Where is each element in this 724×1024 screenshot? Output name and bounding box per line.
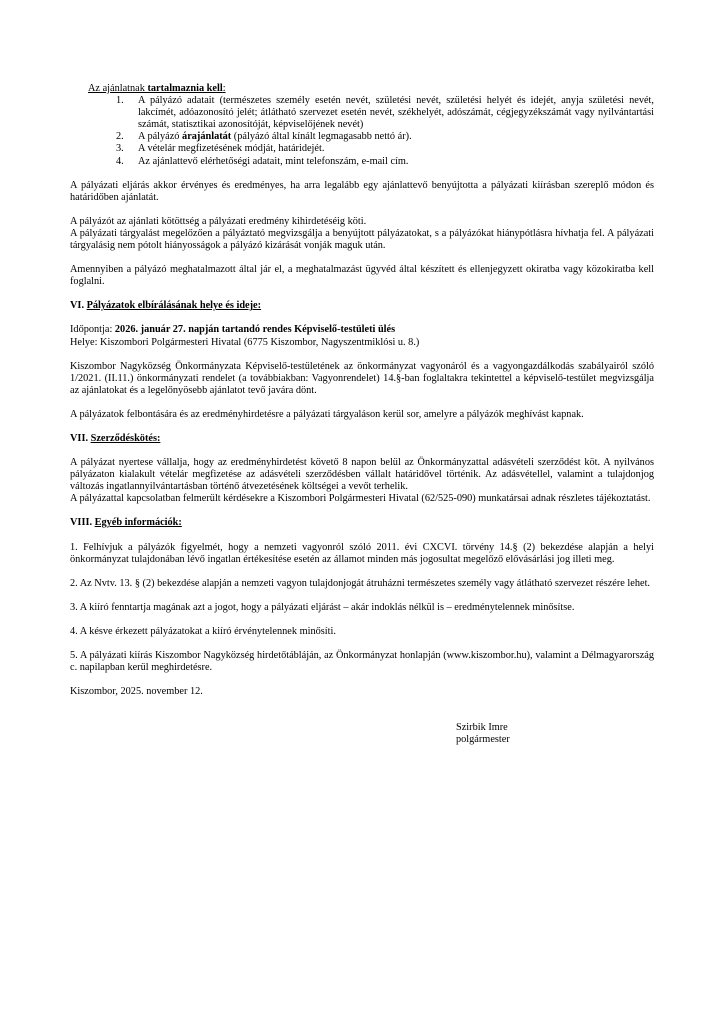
info-item: 5. A pályázati kiírás Kiszombor Nagyközség hirdetőtábláján, az Önkormányzat honlapján (www.kiszombor.hu), valamint a Délmagyarország c. napilapban kerül meghirdetésre. bbox=[70, 650, 654, 674]
section-heading-contract: VII. Szerződéskötés: bbox=[70, 432, 161, 444]
place-and-date: Kiszombor, 2025. november 12. bbox=[70, 686, 203, 698]
info-item: 2. Az Nvtv. 13. § (2) bekezdése alapján a nemzeti vagyon tulajdonjogát átruházni természetes személy vagy átlátható szervezet részére lehet. bbox=[70, 577, 650, 589]
section-heading-evaluation: VI. Pályázatok elbírálásának helye és ideje: bbox=[70, 300, 262, 312]
evaluation-date: Időpontja: 2026. január 27. napján tartandó rendes Képviselő-testületi ülés bbox=[70, 324, 396, 336]
evaluation-place: Helye: Kiszombori Polgármesteri Hivatal (6775 Kiszombor, Nagyszentmiklósi u. 8.) bbox=[70, 336, 420, 348]
requirements-list bbox=[70, 95, 654, 168]
list-item: 1. A pályázó adatait (természetes személy esetén nevét, születési nevét, születési helyét és idejét, anyja születési nevét, lakcímét, adóazonosító jelét; átlátható szervezet esetén nevét, székhelyét, adószámát, cégjegyzékszámát vagy nyilvántartási számát, statisztikai azonosítóját, képviselőjének nevét) bbox=[116, 95, 654, 131]
info-item: 4. A késve érkezett pályázatokat a kiíró érvénytelennek minősíti. bbox=[70, 625, 336, 637]
paragraph-decree: Kiszombor Nagyközség Önkormányzata Képviselő-testületének az önkormányzat vagyonáról és a vagyongazdálkodás szabályairól szóló 1/2021. (II.11.) önkormányzati rendelet (a továbbiakban: Vagyonrendelet) 14.§-ban foglaltakra tekintettel a képviselő-testület megvizsgálja az ajánlatokat és a legelőnyösebb ajánlatot tevő javára dönt. bbox=[70, 360, 654, 396]
requirements-intro: Az ajánlatnak tartalmaznia kell: bbox=[88, 83, 226, 94]
paragraph-opening: A pályázatok felbontására és az eredményhirdetésre a pályázati tárgyaláson kerül sor, amelyre a pályázók meghívást kapnak. bbox=[70, 408, 584, 420]
list-item: 3. A vételár megfizetésének módját, határidejét. bbox=[116, 143, 325, 155]
list-item: 4. Az ajánlattevő elérhetőségi adatait, mint telefonszám, e-mail cím. bbox=[116, 155, 409, 167]
info-item: 3. A kiíró fenntartja magának azt a jogot, hogy a pályázati eljárást – akár indoklás nélkül is – eredménytelennek minősítse. bbox=[70, 601, 575, 613]
paragraph-contract: A pályázat nyertese vállalja, hogy az eredményhirdetést követő 8 napon belül az Önkormányzattal adásvételi szerződést köt. A nyilvános pályázaton kialakult vételár megfizetése az adásvételi szerződésben vállalt határidővel történik. Az adásvétellel, valamint a tulajdonjog változás ingatlannyilvántartásban történő átvezetésének költségei a vevőt terhelik. bbox=[70, 457, 654, 493]
list-item: 2. A pályázó árajánlatát (pályázó által kínált legmagasabb nettó ár). bbox=[116, 131, 412, 143]
signature-title: polgármester bbox=[456, 734, 510, 746]
info-item: 1. Felhívjuk a pályázók figyelmét, hogy a nemzeti vagyonról szóló 2011. évi CXCVI. törvény 14.§ (2) bekezdése alapján a helyi önkormányzat tulajdonában lévő ingatlan értékesítése esetén az államot minden más jogosultat megelőző elővásárlási jog illeti meg. bbox=[70, 541, 654, 565]
paragraph-proxy: Amennyiben a pályázó meghatalmazott által jár el, a meghatalmazást ügyvéd által készített és ellenjegyzett okiratba vagy közokiratba kell foglalni. bbox=[70, 264, 654, 288]
paragraph-deficiency: A pályázati tárgyalást megelőzően a pályáztató megvizsgálja a benyújtott pályázatokat, s a pályázókat hiánypótlásra hívhatja fel. A pályázati tárgyalásig nem pótolt hiányosságok a pályázó kizárását vonják maguk után. bbox=[70, 227, 654, 252]
paragraph-validity: A pályázati eljárás akkor érvényes és eredményes, ha arra legalább egy ajánlattevő benyújtotta a pályázati kiírásban szereplő módon és határidőben ajánlatát. bbox=[70, 179, 654, 203]
document-body bbox=[70, 83, 654, 746]
paragraph-contact: A pályázattal kapcsolatban felmerült kérdésekre a Kiszombori Polgármesteri Hivatal (62/525-090) munkatársai adnak részletes tájékoztatást. bbox=[70, 493, 651, 505]
section-heading-other-info: VIII. Egyéb információk: bbox=[70, 517, 182, 529]
paragraph-binding: A pályázót az ajánlati kötöttség a pályázati eredmény kihirdetéséig köti. bbox=[70, 215, 367, 227]
signature-name: Szirbik Imre bbox=[456, 722, 508, 734]
